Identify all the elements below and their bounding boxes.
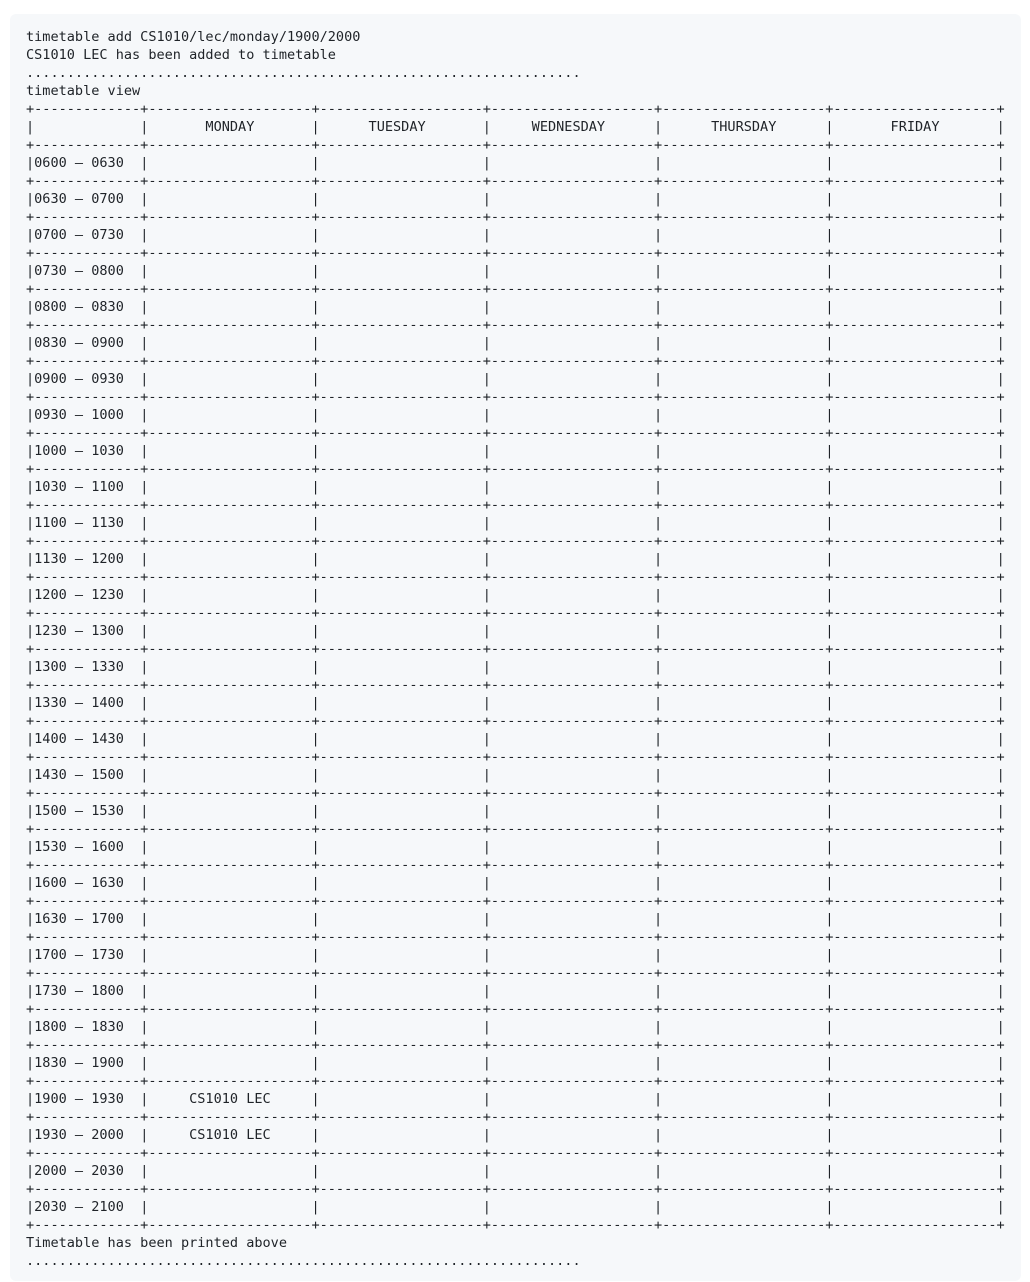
table-row: |0930 – 1000 | | | | | | <box>26 407 1005 423</box>
empty-cell <box>320 443 483 459</box>
column-header-wednesday: WEDNESDAY <box>490 119 655 135</box>
empty-cell <box>662 479 825 495</box>
empty-cell <box>662 659 825 675</box>
timetable-entry: CS1010 LEC <box>148 1091 312 1107</box>
empty-cell <box>833 659 996 675</box>
command-add-line: timetable add CS1010/lec/monday/1900/2000 <box>26 29 361 45</box>
time-slot-label: 1100 – 1130 <box>34 515 141 531</box>
empty-cell <box>148 407 311 423</box>
empty-cell <box>320 335 483 351</box>
empty-cell <box>491 623 654 639</box>
empty-cell <box>320 515 483 531</box>
empty-cell <box>833 479 996 495</box>
empty-cell <box>320 659 483 675</box>
empty-cell <box>491 1199 654 1215</box>
empty-cell <box>320 227 483 243</box>
table-border: +-------------+--------------------+--------------------+--------------------+--------------------+--------------------+ <box>26 1073 1005 1089</box>
empty-cell <box>148 587 311 603</box>
time-slot-label: 0930 – 1000 <box>34 407 141 423</box>
time-slot-label: 0630 – 0700 <box>34 191 141 207</box>
time-slot-label: 0800 – 0830 <box>34 299 141 315</box>
empty-cell <box>662 551 825 567</box>
empty-cell <box>491 803 654 819</box>
empty-cell <box>148 983 311 999</box>
table-border: +-------------+--------------------+--------------------+--------------------+--------------------+--------------------+ <box>26 929 1005 945</box>
time-slot-label: 0900 – 0930 <box>34 371 141 387</box>
table-row: |1500 – 1530 | | | | | | <box>26 803 1005 819</box>
table-border: +-------------+--------------------+--------------------+--------------------+--------------------+--------------------+ <box>26 353 1005 369</box>
time-slot-label: 1930 – 2000 <box>34 1127 141 1143</box>
time-slot-label: 1130 – 1200 <box>34 551 141 567</box>
empty-cell <box>148 227 311 243</box>
time-slot-label: 2000 – 2030 <box>34 1163 141 1179</box>
empty-cell <box>491 515 654 531</box>
empty-cell <box>320 803 483 819</box>
empty-cell <box>320 479 483 495</box>
empty-cell <box>148 947 311 963</box>
empty-cell <box>148 659 311 675</box>
view-result-line: Timetable has been printed above <box>26 1235 287 1251</box>
empty-cell <box>662 1019 825 1035</box>
empty-cell <box>833 695 996 711</box>
empty-cell <box>491 587 654 603</box>
table-row: |1800 – 1830 | | | | | | <box>26 1019 1005 1035</box>
empty-cell <box>320 875 483 891</box>
add-result-line: CS1010 LEC has been added to timetable <box>26 47 336 63</box>
empty-cell <box>833 1019 996 1035</box>
empty-cell <box>491 875 654 891</box>
empty-cell <box>833 1055 996 1071</box>
empty-cell <box>491 911 654 927</box>
empty-cell <box>662 443 825 459</box>
empty-cell <box>833 155 996 171</box>
table-row: |1030 – 1100 | | | | | | <box>26 479 1005 495</box>
time-slot-label: 0700 – 0730 <box>34 227 141 243</box>
empty-cell <box>662 335 825 351</box>
table-border: +-------------+--------------------+--------------------+--------------------+--------------------+--------------------+ <box>26 1217 1005 1233</box>
table-border: +-------------+--------------------+--------------------+--------------------+--------------------+--------------------+ <box>26 389 1005 405</box>
table-row: |1830 – 1900 | | | | | | <box>26 1055 1005 1071</box>
empty-cell <box>320 1055 483 1071</box>
empty-cell <box>662 1199 825 1215</box>
table-border: +-------------+--------------------+--------------------+--------------------+--------------------+--------------------+ <box>26 425 1005 441</box>
table-row: |0730 – 0800 | | | | | | <box>26 263 1005 279</box>
empty-cell <box>491 371 654 387</box>
table-row: |1600 – 1630 | | | | | | <box>26 875 1005 891</box>
empty-cell <box>491 479 654 495</box>
empty-cell <box>833 407 996 423</box>
empty-cell <box>320 1019 483 1035</box>
table-border: +-------------+--------------------+--------------------+--------------------+--------------------+--------------------+ <box>26 569 1005 585</box>
time-slot-label: 1830 – 1900 <box>34 1055 141 1071</box>
time-slot-label: 1500 – 1530 <box>34 803 141 819</box>
empty-cell <box>833 1163 996 1179</box>
table-row: |2000 – 2030 | | | | | | <box>26 1163 1005 1179</box>
empty-cell <box>320 587 483 603</box>
empty-cell <box>148 479 311 495</box>
empty-cell <box>662 1127 825 1143</box>
table-row: |1700 – 1730 | | | | | | <box>26 947 1005 963</box>
empty-cell <box>491 659 654 675</box>
table-border: +-------------+--------------------+--------------------+--------------------+--------------------+--------------------+ <box>26 893 1005 909</box>
empty-cell <box>320 731 483 747</box>
empty-cell <box>833 947 996 963</box>
empty-cell <box>662 1091 825 1107</box>
empty-cell <box>148 839 311 855</box>
table-border: +-------------+--------------------+--------------------+--------------------+--------------------+--------------------+ <box>26 317 1005 333</box>
table-border: +-------------+--------------------+--------------------+--------------------+--------------------+--------------------+ <box>26 785 1005 801</box>
table-row: |1900 – 1930 | CS1010 LEC | | | | | <box>26 1091 1005 1107</box>
empty-cell <box>833 335 996 351</box>
table-border: +-------------+--------------------+--------------------+--------------------+--------------------+--------------------+ <box>26 101 1005 117</box>
empty-cell <box>833 371 996 387</box>
empty-cell <box>662 839 825 855</box>
separator-line-bottom: .................................................................... <box>26 1253 581 1269</box>
empty-cell <box>320 983 483 999</box>
empty-cell <box>148 551 311 567</box>
column-header-friday: FRIDAY <box>833 119 997 135</box>
timetable-ascii-table <box>26 100 1005 1234</box>
empty-cell <box>320 299 483 315</box>
empty-cell <box>833 1127 996 1143</box>
empty-cell <box>320 911 483 927</box>
empty-cell <box>662 155 825 171</box>
column-header-monday: MONDAY <box>148 119 312 135</box>
empty-cell <box>662 875 825 891</box>
table-header-row: | | MONDAY | TUESDAY | WEDNESDAY | THURSDAY | FRIDAY | <box>26 119 1005 135</box>
empty-cell <box>491 407 654 423</box>
empty-cell <box>148 263 311 279</box>
time-slot-label: 1530 – 1600 <box>34 839 141 855</box>
empty-cell <box>833 263 996 279</box>
empty-cell <box>662 191 825 207</box>
empty-cell <box>662 299 825 315</box>
empty-cell <box>148 803 311 819</box>
table-row: |1100 – 1130 | | | | | | <box>26 515 1005 531</box>
empty-cell <box>320 695 483 711</box>
empty-cell <box>148 731 311 747</box>
empty-cell <box>320 263 483 279</box>
empty-cell <box>148 623 311 639</box>
empty-cell <box>148 1019 311 1035</box>
time-slot-label: 1330 – 1400 <box>34 695 141 711</box>
table-border: +-------------+--------------------+--------------------+--------------------+--------------------+--------------------+ <box>26 461 1005 477</box>
empty-cell <box>491 1091 654 1107</box>
time-slot-label: 1200 – 1230 <box>34 587 141 603</box>
empty-cell <box>833 191 996 207</box>
empty-cell <box>833 551 996 567</box>
terminal-output <box>26 28 1005 1270</box>
command-view-line: timetable view <box>26 83 141 99</box>
empty-cell <box>491 443 654 459</box>
column-header-thursday: THURSDAY <box>662 119 826 135</box>
separator-line-top: .................................................................... <box>26 65 581 81</box>
empty-cell <box>491 839 654 855</box>
empty-cell <box>491 1163 654 1179</box>
time-slot-label: 1000 – 1030 <box>34 443 141 459</box>
empty-cell <box>491 551 654 567</box>
empty-cell <box>491 731 654 747</box>
table-row: |1930 – 2000 | CS1010 LEC | | | | | <box>26 1127 1005 1143</box>
table-row: |0900 – 0930 | | | | | | <box>26 371 1005 387</box>
empty-cell <box>491 983 654 999</box>
empty-cell <box>320 947 483 963</box>
table-border: +-------------+--------------------+--------------------+--------------------+--------------------+--------------------+ <box>26 173 1005 189</box>
table-row: |1330 – 1400 | | | | | | <box>26 695 1005 711</box>
table-row: |1400 – 1430 | | | | | | <box>26 731 1005 747</box>
empty-cell <box>320 371 483 387</box>
empty-cell <box>320 407 483 423</box>
table-border: +-------------+--------------------+--------------------+--------------------+--------------------+--------------------+ <box>26 209 1005 225</box>
empty-cell <box>662 515 825 531</box>
time-slot-label: 1630 – 1700 <box>34 911 141 927</box>
table-border: +-------------+--------------------+--------------------+--------------------+--------------------+--------------------+ <box>26 749 1005 765</box>
empty-cell <box>491 227 654 243</box>
time-slot-label: 1430 – 1500 <box>34 767 141 783</box>
empty-cell <box>148 191 311 207</box>
empty-cell <box>662 587 825 603</box>
empty-cell <box>662 1163 825 1179</box>
empty-cell <box>833 911 996 927</box>
empty-cell <box>148 515 311 531</box>
time-slot-label: 0730 – 0800 <box>34 263 141 279</box>
time-slot-label: 1900 – 1930 <box>34 1091 141 1107</box>
empty-cell <box>662 227 825 243</box>
empty-cell <box>491 1055 654 1071</box>
empty-cell <box>833 623 996 639</box>
table-row: |0700 – 0730 | | | | | | <box>26 227 1005 243</box>
empty-cell <box>148 371 311 387</box>
empty-cell <box>491 191 654 207</box>
empty-cell <box>491 335 654 351</box>
empty-cell <box>662 1055 825 1071</box>
table-border: +-------------+--------------------+--------------------+--------------------+--------------------+--------------------+ <box>26 857 1005 873</box>
table-row: |2030 – 2100 | | | | | | <box>26 1199 1005 1215</box>
time-slot-label: 0600 – 0630 <box>34 155 141 171</box>
table-row: |1130 – 1200 | | | | | | <box>26 551 1005 567</box>
empty-cell <box>833 299 996 315</box>
empty-cell <box>662 911 825 927</box>
time-slot-label: 1600 – 1630 <box>34 875 141 891</box>
empty-cell <box>833 1199 996 1215</box>
empty-cell <box>833 839 996 855</box>
empty-cell <box>148 299 311 315</box>
table-border: +-------------+--------------------+--------------------+--------------------+--------------------+--------------------+ <box>26 965 1005 981</box>
empty-cell <box>491 695 654 711</box>
empty-cell <box>320 767 483 783</box>
empty-cell <box>148 875 311 891</box>
empty-cell <box>491 767 654 783</box>
table-row: |1730 – 1800 | | | | | | <box>26 983 1005 999</box>
time-slot-label: 0830 – 0900 <box>34 335 141 351</box>
empty-cell <box>833 767 996 783</box>
empty-cell <box>662 803 825 819</box>
empty-cell <box>148 335 311 351</box>
empty-cell <box>491 155 654 171</box>
empty-cell <box>148 767 311 783</box>
time-slot-label: 1030 – 1100 <box>34 479 141 495</box>
empty-cell <box>148 1055 311 1071</box>
empty-cell <box>320 1163 483 1179</box>
table-border: +-------------+--------------------+--------------------+--------------------+--------------------+--------------------+ <box>26 641 1005 657</box>
table-border: +-------------+--------------------+--------------------+--------------------+--------------------+--------------------+ <box>26 821 1005 837</box>
empty-cell <box>833 875 996 891</box>
empty-cell <box>662 695 825 711</box>
table-row: |0830 – 0900 | | | | | | <box>26 335 1005 351</box>
empty-cell <box>662 371 825 387</box>
empty-cell <box>662 731 825 747</box>
empty-cell <box>833 227 996 243</box>
empty-cell <box>320 191 483 207</box>
empty-cell <box>148 1163 311 1179</box>
empty-cell <box>491 263 654 279</box>
empty-cell <box>491 1127 654 1143</box>
table-row: |0600 – 0630 | | | | | | <box>26 155 1005 171</box>
table-row: |1300 – 1330 | | | | | | <box>26 659 1005 675</box>
empty-cell <box>833 983 996 999</box>
empty-cell <box>320 1091 483 1107</box>
empty-cell <box>833 1091 996 1107</box>
empty-cell <box>320 155 483 171</box>
time-slot-label: 1400 – 1430 <box>34 731 141 747</box>
time-slot-label: 1230 – 1300 <box>34 623 141 639</box>
empty-cell <box>833 515 996 531</box>
empty-cell <box>833 803 996 819</box>
empty-cell <box>662 407 825 423</box>
table-border: +-------------+--------------------+--------------------+--------------------+--------------------+--------------------+ <box>26 281 1005 297</box>
column-header-tuesday: TUESDAY <box>319 119 483 135</box>
time-slot-label: 1700 – 1730 <box>34 947 141 963</box>
time-slot-label: 1300 – 1330 <box>34 659 141 675</box>
time-slot-label: 1730 – 1800 <box>34 983 141 999</box>
table-border: +-------------+--------------------+--------------------+--------------------+--------------------+--------------------+ <box>26 1001 1005 1017</box>
empty-cell <box>148 911 311 927</box>
table-border: +-------------+--------------------+--------------------+--------------------+--------------------+--------------------+ <box>26 713 1005 729</box>
empty-cell <box>662 263 825 279</box>
table-row: |0800 – 0830 | | | | | | <box>26 299 1005 315</box>
empty-cell <box>833 731 996 747</box>
empty-cell <box>148 155 311 171</box>
empty-cell <box>320 839 483 855</box>
table-border: +-------------+--------------------+--------------------+--------------------+--------------------+--------------------+ <box>26 497 1005 513</box>
table-row: |1530 – 1600 | | | | | | <box>26 839 1005 855</box>
table-border: +-------------+--------------------+--------------------+--------------------+--------------------+--------------------+ <box>26 533 1005 549</box>
table-border: +-------------+--------------------+--------------------+--------------------+--------------------+--------------------+ <box>26 1145 1005 1161</box>
table-border: +-------------+--------------------+--------------------+--------------------+--------------------+--------------------+ <box>26 245 1005 261</box>
table-row: |0630 – 0700 | | | | | | <box>26 191 1005 207</box>
empty-cell <box>320 1127 483 1143</box>
table-row: |1200 – 1230 | | | | | | <box>26 587 1005 603</box>
time-slot-label: 2030 – 2100 <box>34 1199 141 1215</box>
empty-cell <box>320 551 483 567</box>
time-slot-label: 1800 – 1830 <box>34 1019 141 1035</box>
empty-cell <box>148 1199 311 1215</box>
empty-cell <box>491 1019 654 1035</box>
timetable-entry: CS1010 LEC <box>148 1127 312 1143</box>
empty-cell <box>662 623 825 639</box>
table-border: +-------------+--------------------+--------------------+--------------------+--------------------+--------------------+ <box>26 1181 1005 1197</box>
table-border: +-------------+--------------------+--------------------+--------------------+--------------------+--------------------+ <box>26 605 1005 621</box>
terminal-output-panel <box>10 14 1021 1281</box>
table-border: +-------------+--------------------+--------------------+--------------------+--------------------+--------------------+ <box>26 1037 1005 1053</box>
table-row: |1230 – 1300 | | | | | | <box>26 623 1005 639</box>
empty-cell <box>320 1199 483 1215</box>
empty-cell <box>491 947 654 963</box>
empty-cell <box>662 983 825 999</box>
empty-cell <box>662 767 825 783</box>
table-row: |1430 – 1500 | | | | | | <box>26 767 1005 783</box>
table-border: +-------------+--------------------+--------------------+--------------------+--------------------+--------------------+ <box>26 137 1005 153</box>
empty-cell <box>148 695 311 711</box>
table-border: +-------------+--------------------+--------------------+--------------------+--------------------+--------------------+ <box>26 677 1005 693</box>
table-row: |1000 – 1030 | | | | | | <box>26 443 1005 459</box>
empty-cell <box>833 443 996 459</box>
empty-cell <box>320 623 483 639</box>
empty-cell <box>662 947 825 963</box>
empty-cell <box>148 443 311 459</box>
empty-cell <box>833 587 996 603</box>
table-border: +-------------+--------------------+--------------------+--------------------+--------------------+--------------------+ <box>26 1109 1005 1125</box>
empty-cell <box>491 299 654 315</box>
table-row: |1630 – 1700 | | | | | | <box>26 911 1005 927</box>
